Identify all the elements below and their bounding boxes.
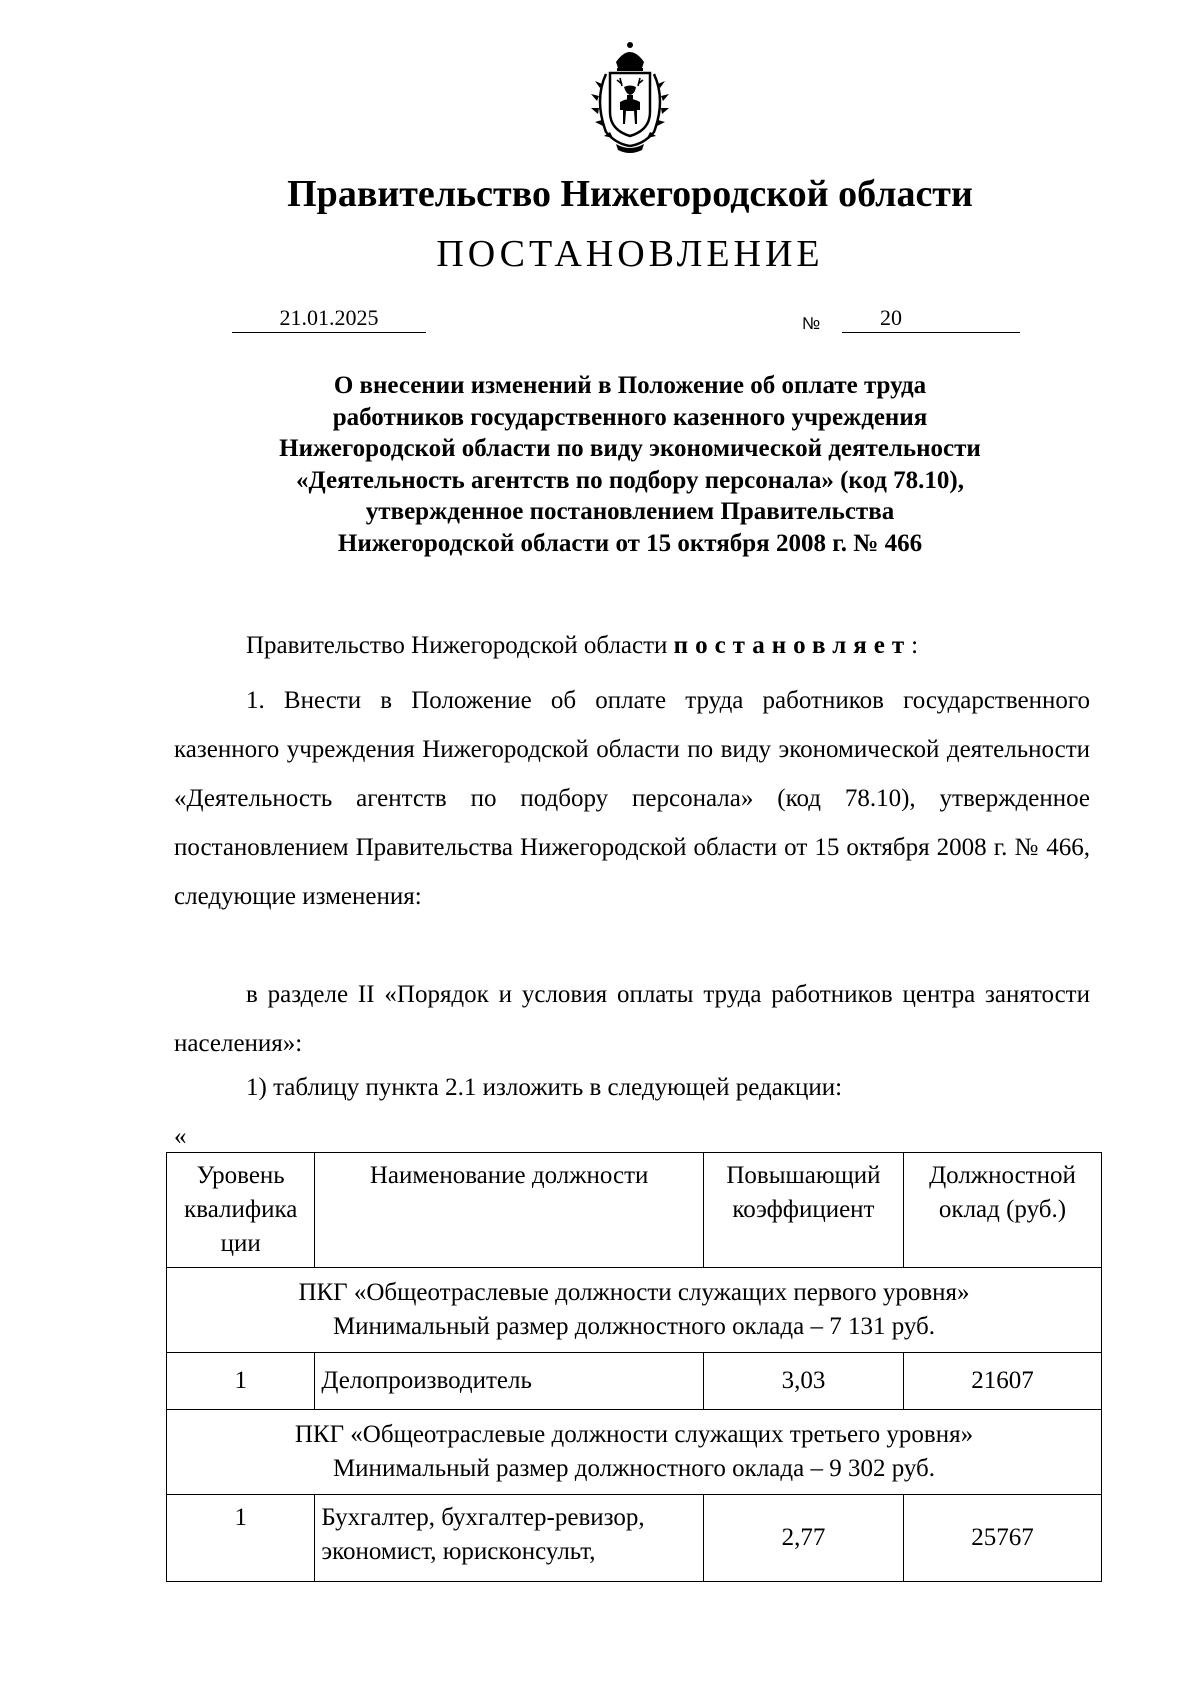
intro-suffix: : bbox=[911, 632, 919, 659]
salary-table bbox=[166, 1152, 1102, 1582]
table-header-row bbox=[167, 1153, 1102, 1268]
document-number-field bbox=[842, 304, 1020, 333]
intro-paragraph bbox=[174, 626, 1090, 666]
cell-coefficient: 3,03 bbox=[703, 1353, 903, 1410]
cell-coefficient: 2,77 bbox=[703, 1495, 903, 1582]
table-row bbox=[167, 1495, 1102, 1582]
group-row bbox=[167, 1268, 1102, 1353]
cell-level: 1 bbox=[167, 1495, 315, 1582]
group-title: ПКГ «Общеотраслевые должности служащих третьего уровня» bbox=[294, 1421, 974, 1448]
subject-line: О внесении изменений в Положение об оплате труда bbox=[333, 372, 927, 399]
header-level: Уровень квалифика ции bbox=[167, 1153, 315, 1268]
cell-salary: 25767 bbox=[904, 1495, 1102, 1582]
number-label: № bbox=[802, 314, 821, 333]
paragraph-1: 1. Внести в Положение об оплате труда работников государственного казенного учреждения Нижегородской области по виду экономической деятельности «Деятельность агентств по подбору персонала» (код 78.10), утвержденное постановлением Правительства Нижегородской области от 15 октября 2008 г. № 466, следующие изменения: bbox=[174, 687, 1090, 910]
subject-line: утвержденное постановлением Правительства bbox=[365, 498, 895, 525]
table-row bbox=[167, 1353, 1102, 1410]
subject-line: работников государственного казенного учреждения bbox=[332, 403, 928, 431]
cell-position: Делопроизводитель bbox=[315, 1353, 704, 1410]
subject-line: Нижегородской области от 15 октября 2008 г. № 466 bbox=[337, 529, 923, 557]
group-header bbox=[167, 1268, 1102, 1353]
item-1: 1) таблицу пункта 2.1 изложить в следующей редакции: bbox=[246, 1074, 843, 1101]
group-min-salary: Минимальный размер должностного оклада – 9 302 руб. bbox=[332, 1455, 936, 1482]
cell-level: 1 bbox=[167, 1353, 315, 1410]
header-coefficient: Повышающий коэффициент bbox=[703, 1153, 903, 1268]
subject-line: «Деятельность агентств по подбору персонала» (код 78.10), bbox=[295, 466, 965, 494]
opening-quote: « bbox=[174, 1123, 187, 1150]
section-reference: в разделе II «Порядок и условия оплаты труда работников центра занятости населения»: bbox=[174, 981, 1090, 1057]
subject-line: Нижегородской области по виду экономической деятельности bbox=[279, 435, 981, 462]
intro-resolves: постановляет bbox=[673, 632, 912, 659]
group-row bbox=[167, 1410, 1102, 1495]
coat-of-arms-emblem bbox=[580, 40, 680, 155]
government-title: Правительство Нижегородской области bbox=[287, 173, 973, 215]
document-date: 21.01.2025 bbox=[232, 304, 426, 333]
header-position: Наименование должности bbox=[315, 1153, 704, 1268]
header-salary: Должностной оклад (руб.) bbox=[904, 1153, 1102, 1268]
group-header bbox=[167, 1410, 1102, 1495]
cell-salary: 21607 bbox=[904, 1353, 1102, 1410]
group-min-salary: Минимальный размер должностного оклада – 7 131 руб. bbox=[332, 1313, 936, 1340]
cell-position: Бухгалтер, бухгалтер-ревизор, экономист, юрисконсульт, bbox=[315, 1495, 704, 1582]
document-number: 20 bbox=[880, 305, 902, 330]
intro-prefix: Правительство Нижегородской области bbox=[246, 632, 674, 659]
document-subject bbox=[0, 370, 1200, 559]
document-type: ПОСТАНОВЛЕНИЕ bbox=[436, 233, 824, 275]
group-title: ПКГ «Общеотраслевые должности служащих первого уровня» bbox=[298, 1279, 970, 1306]
